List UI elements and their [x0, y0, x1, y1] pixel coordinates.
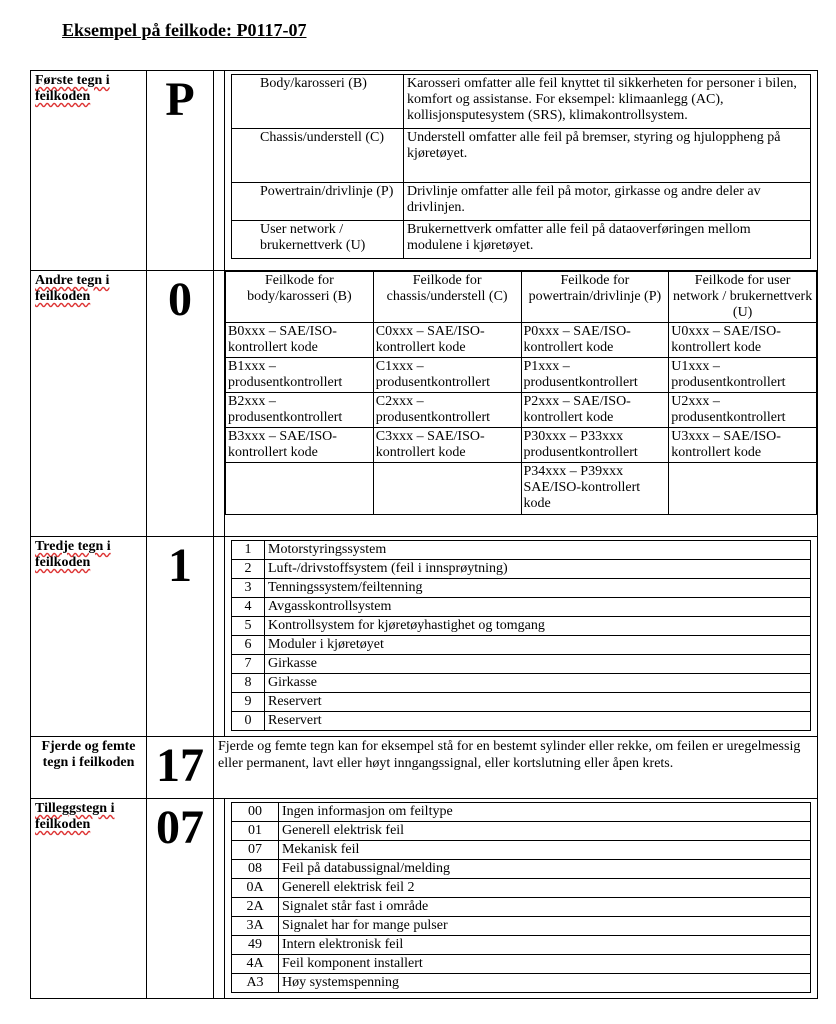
- list-item: A3 Høy systemspenning: [232, 974, 811, 993]
- list-item: 00 Ingen informasjon om feiltype: [232, 803, 811, 822]
- row-description: Fjerde og femte tegn kan for eksempel stå for en bestemt sylinder eller rekke, om feilen er uregelmessig eller permanent, lavt eller høyt inngangssignal, eller kortslutning eller åpen krets.: [218, 739, 801, 771]
- list-item: 1 Motorstyringssystem: [232, 541, 811, 560]
- list-item: 5 Kontrollsystem for kjøretøyhastighet og tomgang: [232, 617, 811, 636]
- row-third-char: [31, 537, 818, 737]
- list-item: 0 Reservert: [232, 712, 811, 731]
- list-item: 6 Moduler i kjøretøyet: [232, 636, 811, 655]
- list-item: 3A Signalet har for mange pulser: [232, 917, 811, 936]
- list-item: 9 Reservert: [232, 693, 811, 712]
- system-list: [231, 540, 811, 731]
- table-row: B1xxx – produsentkontrollert C1xxx – produsentkontrollert P1xxx – produsentkontrollert U1xxx – produsentkontrollert: [226, 358, 817, 393]
- list-item: 49 Intern elektronisk feil: [232, 936, 811, 955]
- row-second-char: [31, 271, 818, 537]
- row-symbol: 17: [147, 737, 214, 799]
- list-item: Powertrain/drivlinje (P) Drivlinje omfatter alle feil på motor, girkasse og andre deler av drivlinjen.: [232, 183, 811, 221]
- list-item: 07 Mekanisk feil: [232, 841, 811, 860]
- row-extra-char: [31, 799, 818, 999]
- row-symbol: 1: [147, 537, 214, 737]
- list-item: 3 Tenningssystem/feiltenning: [232, 579, 811, 598]
- error-type-list: [231, 802, 811, 993]
- row-symbol: 07: [147, 799, 214, 999]
- page-title: Eksempel på feilkode: P0117-07: [62, 20, 307, 40]
- list-item: 4 Avgasskontrollsystem: [232, 598, 811, 617]
- table-row: P34xxx – P39xxx SAE/ISO-kontrollert kode: [226, 463, 817, 515]
- table-row: B3xxx – SAE/ISO-kontrollert kode C3xxx – SAE/ISO-kontrollert kode P30xxx – P33xxx produsentkontrollert U3xxx – SAE/ISO-kontrollert kode: [226, 428, 817, 463]
- system-table: [231, 74, 811, 259]
- row-symbol: P: [147, 71, 214, 271]
- list-item: 0A Generell elektrisk feil 2: [232, 879, 811, 898]
- error-code-table: [30, 70, 818, 999]
- row-label: Tredje tegn i feilkoden: [31, 537, 147, 737]
- list-item: 7 Girkasse: [232, 655, 811, 674]
- code-range-table: [225, 271, 817, 515]
- list-item: 08 Feil på databussignal/melding: [232, 860, 811, 879]
- list-item: User network / brukernettverk (U) Brukernettverk omfatter alle feil på dataoverføringen mellom modulene i kjøretøyet.: [232, 221, 811, 259]
- table-row: B2xxx – produsentkontrollert C2xxx – produsentkontrollert P2xxx – SAE/ISO-kontrollert kode U2xxx – produsentkontrollert: [226, 393, 817, 428]
- list-item: Chassis/understell (C) Understell omfatter alle feil på bremser, styring og hjuloppheng på kjøretøyet.: [232, 129, 811, 183]
- table-row: B0xxx – SAE/ISO-kontrollert kode C0xxx – SAE/ISO-kontrollert kode P0xxx – SAE/ISO-kontrollert kode U0xxx – SAE/ISO-kontrollert kode: [226, 323, 817, 358]
- list-item: Body/karosseri (B) Karosseri omfatter alle feil knyttet til sikkerheten for personer i bilen, komfort og assistanse. For eksempel: klimaanlegg (AC), kollisjonsputesystem (SRS), klimakontrollsystem.: [232, 75, 811, 129]
- row-first-char: [31, 71, 818, 271]
- row-label: Første tegn i feilkoden: [31, 71, 147, 271]
- list-item: 8 Girkasse: [232, 674, 811, 693]
- list-item: 01 Generell elektrisk feil: [232, 822, 811, 841]
- row-label: Fjerde og femte tegn i feilkoden: [31, 737, 147, 799]
- list-item: 4A Feil komponent installert: [232, 955, 811, 974]
- row-label: Andre tegn i feilkoden: [31, 271, 147, 537]
- row-symbol: 0: [147, 271, 214, 537]
- table-header-row: Feilkode for body/karosseri (B) Feilkode for chassis/understell (C) Feilkode for powertrain/drivlinje (P) Feilkode for user network / brukernettverk (U): [226, 272, 817, 323]
- row-label: Tilleggstegn i feilkoden: [31, 799, 147, 999]
- row-fourth-fifth-char: [31, 737, 818, 799]
- list-item: 2 Luft-/drivstoffsystem (feil i innsprøytning): [232, 560, 811, 579]
- list-item: 2A Signalet står fast i område: [232, 898, 811, 917]
